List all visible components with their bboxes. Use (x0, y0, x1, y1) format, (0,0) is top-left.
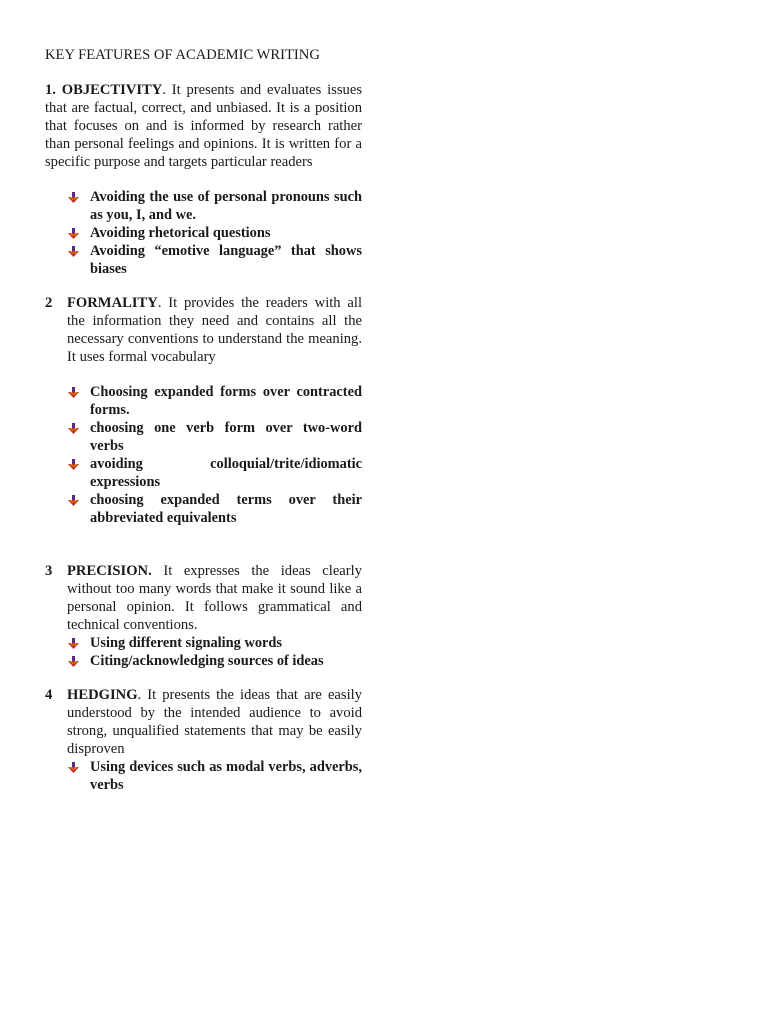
section-paragraph (45, 81, 362, 171)
list-item (45, 383, 362, 419)
arrow-down-bullet-icon (67, 383, 81, 401)
bullet-list (45, 758, 362, 794)
bullet-text: Avoiding “emotive language” that shows biases (90, 243, 362, 277)
section-text: . It provides the readers with all the information they need and contains all the necessary conventions to understand the meaning. It uses formal vocabulary (67, 295, 362, 365)
bullet-list (45, 634, 362, 670)
bullet-text: Using devices such as modal verbs, adverbs, verbs (90, 759, 362, 793)
bullet-text: avoiding colloquial/trite/idiomatic expressions (90, 456, 362, 490)
section-number: 3 (45, 563, 53, 579)
bullet-text: choosing one verb form over two-word verbs (90, 420, 362, 454)
bullet-text: Citing/acknowledging sources of ideas (90, 653, 324, 669)
section-text: It expresses the ideas clearly without too many words that make it sound like a personal opinion. It follows grammatical and technical conventions. (67, 563, 362, 633)
section-heading: FORMALITY (67, 295, 158, 311)
section-heading: PRECISION. (67, 563, 152, 579)
bullet-text: Using different signaling words (90, 635, 283, 651)
arrow-down-bullet-icon (67, 758, 81, 776)
list-item (45, 188, 362, 224)
document-page (45, 46, 362, 794)
section-paragraph (67, 562, 362, 634)
section-heading: OBJECTIVITY (61, 82, 163, 98)
section-paragraph (67, 686, 362, 758)
arrow-down-bullet-icon (67, 242, 81, 260)
bullet-list (45, 383, 362, 527)
section-formality (45, 294, 362, 366)
section-objectivity (45, 81, 362, 278)
arrow-down-bullet-icon (67, 224, 81, 242)
arrow-down-bullet-icon (67, 491, 81, 509)
bullet-list (45, 188, 362, 278)
arrow-down-bullet-icon (67, 188, 81, 206)
section-number: 4 (45, 687, 53, 703)
section-text: . It presents and evaluates issues that are factual, correct, and unbiased. It is a position that focuses on and is informed by research rather than personal feelings and opinions. It is written for a specific purpose and targets particular readers (45, 82, 362, 170)
list-item (45, 652, 362, 670)
bullet-text: Avoiding the use of personal pronouns such as you, I, and we. (90, 189, 362, 223)
document-title: KEY FEATURES OF ACADEMIC WRITING (45, 47, 320, 63)
section-number: 2 (45, 295, 53, 311)
list-item (45, 758, 362, 794)
list-item (45, 419, 362, 455)
section-number: 1. (45, 82, 56, 98)
list-item (45, 455, 362, 491)
arrow-down-bullet-icon (67, 634, 81, 652)
section-hedging (45, 686, 362, 758)
list-item (45, 242, 362, 278)
list-item (45, 634, 362, 652)
bullet-text: Choosing expanded forms over contracted forms. (90, 384, 362, 418)
section-paragraph (67, 294, 362, 366)
arrow-down-bullet-icon (67, 652, 81, 670)
section-precision (45, 562, 362, 634)
section-heading: HEDGING (67, 687, 138, 703)
arrow-down-bullet-icon (67, 455, 81, 473)
section-text: . It presents the ideas that are easily understood by the intended audience to avoid strong, unqualified statements that may be easily disproven (67, 687, 362, 757)
list-item (45, 224, 362, 242)
arrow-down-bullet-icon (67, 419, 81, 437)
bullet-text: Avoiding rhetorical questions (90, 225, 271, 241)
bullet-text: choosing expanded terms over their abbreviated equivalents (90, 492, 362, 526)
list-item (45, 491, 362, 527)
